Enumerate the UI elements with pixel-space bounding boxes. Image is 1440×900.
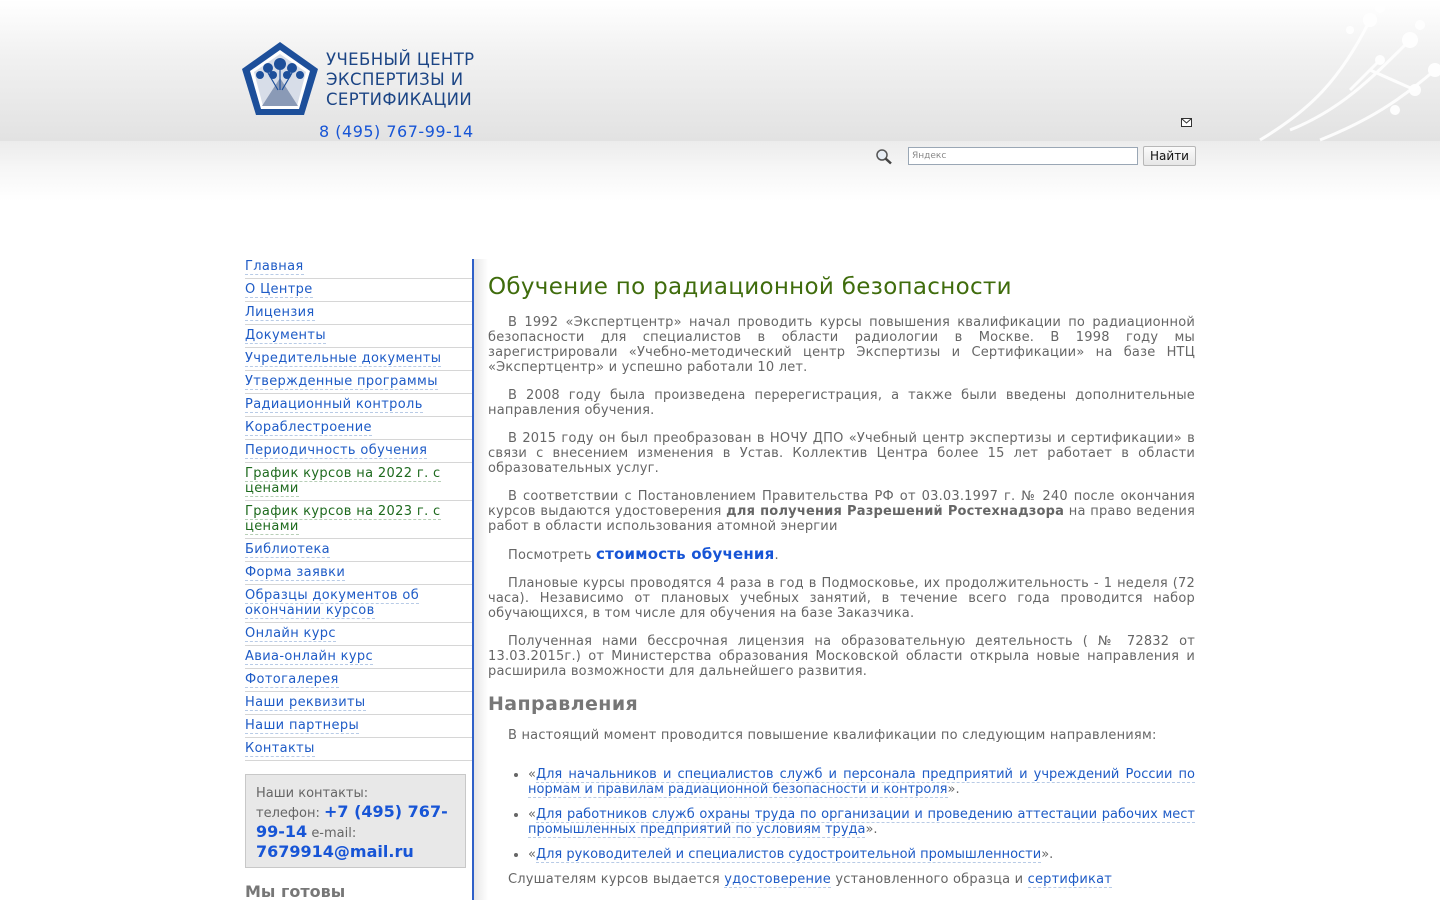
bold-text: для получения Разрешений Ростехнадзора — [726, 504, 1065, 519]
envelope-icon[interactable] — [1181, 118, 1192, 127]
paragraph-planned-courses: Плановые курсы проводятся 4 раза в год в Подмосковье, их продолжительность - 1 неделя (72 часа). Независимо от плановых учебных занятий, в течение всего года проводится набор обучающихся, в том числе для обучения на базе Заказчика. — [488, 576, 1195, 621]
paragraph-reregistration: В 2008 году была произведена перерегистрация, а также были введены дополнительные направления обучения. — [488, 388, 1195, 418]
directions-list — [488, 767, 1195, 862]
text-span: . — [774, 548, 779, 563]
nav-link-online-course[interactable]: Онлайн курс — [245, 626, 336, 641]
sidebar-nav — [245, 259, 472, 764]
sidebar-heading: Мы готовы — [245, 882, 346, 900]
magnifier-icon — [875, 148, 893, 165]
sidebar-item — [245, 282, 472, 302]
text-span: Слушателям курсов выдается — [508, 872, 725, 887]
nav-link-license[interactable]: Лицензия — [245, 305, 315, 320]
sidebar-item — [245, 397, 472, 417]
sidebar-item — [245, 565, 472, 585]
quote-open: « — [528, 847, 536, 862]
nav-link-photo-gallery[interactable]: Фотогалерея — [245, 672, 339, 687]
header-fade — [0, 141, 1440, 201]
nav-link-library[interactable]: Библиотека — [245, 542, 330, 557]
sidebar-item — [245, 420, 472, 440]
paragraph-directions-intro: В настоящий момент проводится повышение квалификации по следующим направлениям: — [508, 728, 1157, 743]
sidebar-item — [245, 649, 472, 669]
nav-link-documents[interactable]: Документы — [245, 328, 326, 343]
sidebar-item — [245, 259, 472, 279]
sidebar-item — [245, 626, 472, 646]
quote-close: ». — [947, 782, 960, 797]
sidebar-item — [245, 328, 472, 348]
molecule-decoration — [1250, 0, 1440, 160]
contacts-email[interactable]: 7679914@mail.ru — [256, 842, 414, 861]
sidebar-item — [245, 466, 472, 501]
main-content — [488, 274, 1195, 900]
header-phone: 8 (495) 767-99-14 — [319, 122, 474, 141]
sidebar-item — [245, 504, 472, 539]
text-span: В соответствии с Постановлением Правительства РФ от 03.03.1997 г. № 240 после окончания курсов выдаются удостоверения — [488, 489, 1195, 519]
quote-open: « — [528, 807, 536, 822]
sidebar-item — [245, 305, 472, 325]
header-background — [0, 0, 1440, 141]
nav-link-home[interactable]: Главная — [245, 259, 304, 274]
nav-link-founding-documents[interactable]: Учредительные документы — [245, 351, 442, 366]
sidebar-item — [245, 672, 472, 692]
nav-link-radiation-control[interactable]: Радиационный контроль — [245, 397, 423, 412]
sidebar-item — [245, 374, 472, 394]
nav-link-shipbuilding[interactable]: Кораблестроение — [245, 420, 372, 435]
logo-icon — [240, 40, 320, 117]
email-label: e-mail: — [311, 826, 357, 841]
contacts-details — [256, 803, 455, 863]
contacts-phone: +7 (495) 767-99-14 — [256, 802, 448, 841]
search-button[interactable]: Найти — [1143, 146, 1196, 166]
text-span: Посмотреть — [508, 548, 597, 563]
paragraph-history: В 1992 «Экспертцентр» начал проводить курсы повышения квалификации по радиационной безопасности для специалистов в области радиологии в Москве. В 1998 году мы зарегистрировали «Учебно-методический центр Экспертизы и Сертификации» на базе НТЦ «Экспертцентр» и успешно работали 10 лет. — [488, 315, 1195, 375]
nav-link-avia-online-course[interactable]: Авиа-онлайн курс — [245, 649, 374, 664]
quote-open: « — [528, 767, 536, 782]
sidebar-item — [245, 695, 472, 715]
certificate-link[interactable]: удостоверение — [724, 872, 831, 887]
sidebar-item — [245, 542, 472, 562]
page-title: Обучение по радиационной безопасности — [488, 274, 1012, 300]
sidebar-item — [245, 443, 472, 463]
nav-link-schedule-2023[interactable]: График курсов на 2023 г. с ценами — [245, 504, 441, 534]
direction-link-radiation[interactable]: Для начальников и специалистов служб и персонала предприятий и учреждений России по нормам и правилам радиационной безопасности и контроля — [528, 767, 1195, 797]
text-span: установленного образца и — [831, 872, 1028, 887]
sertificate-link[interactable]: сертификат — [1027, 872, 1113, 887]
nav-link-partners[interactable]: Наши партнеры — [245, 718, 360, 733]
quote-close: ». — [1041, 847, 1054, 862]
direction-link-shipbuilding[interactable]: Для руководителей и специалистов судостроительной промышленности — [535, 847, 1042, 862]
sidebar-item — [245, 588, 472, 623]
paragraph-price — [488, 547, 1195, 563]
paragraph-transformation: В 2015 году он был преобразован в НОЧУ ДПО «Учебный центр экспертизы и сертификации» в связи с внесением изменения в Устав. Коллектив Центра более 15 лет работает в области образовательных услуг. — [488, 431, 1195, 476]
list-item — [528, 767, 1195, 797]
column-divider-shadow — [474, 259, 488, 900]
contacts-box — [245, 774, 466, 868]
sidebar-item — [245, 351, 472, 371]
sidebar-item — [245, 741, 472, 761]
logo-line: СЕРТИФИКАЦИИ — [326, 90, 473, 109]
nav-link-approved-programs[interactable]: Утвержденные программы — [245, 374, 438, 389]
text-span: на право ведения работ в области использования атомной энергии — [488, 504, 1196, 534]
price-link[interactable]: стоимость обучения — [596, 545, 775, 563]
section-heading-directions: Направления — [488, 693, 639, 715]
nav-link-schedule-2022[interactable]: График курсов на 2022 г. с ценами — [245, 466, 441, 496]
direction-link-labor-safety[interactable]: Для работников служб охраны труда по организации и проведению аттестации рабочих мест промышленных предприятий по условиям труда — [528, 807, 1195, 837]
nav-link-requisites[interactable]: Наши реквизиты — [245, 695, 366, 710]
logo-line: УЧЕБНЫЙ ЦЕНТР — [326, 50, 475, 69]
paragraph-issued-documents — [488, 872, 1195, 887]
paragraph-license: Полученная нами бессрочная лицензия на образовательную деятельность ( № 72832 от 13.03.2015г.) от Министерства образования Московской области открыла новые направления и расширила возможности для дальнейшего развития. — [488, 634, 1195, 679]
paragraph-certificates — [488, 489, 1195, 534]
sidebar-item — [245, 718, 472, 738]
list-item — [528, 847, 1195, 862]
nav-link-contacts[interactable]: Контакты — [245, 741, 315, 756]
nav-link-application-form[interactable]: Форма заявки — [245, 565, 346, 580]
nav-link-periodicity[interactable]: Периодичность обучения — [245, 443, 428, 458]
nav-link-about[interactable]: О Центре — [245, 282, 313, 297]
contacts-title: Наши контакты: — [256, 786, 369, 801]
phone-label: телефон: — [256, 806, 320, 821]
logo-title — [326, 50, 486, 110]
search-input[interactable] — [908, 147, 1138, 165]
nav-link-document-samples[interactable]: Образцы документов об окончании курсов — [245, 588, 420, 618]
list-item — [528, 807, 1195, 837]
logo-line: ЭКСПЕРТИЗЫ И — [326, 70, 464, 89]
quote-close: ». — [865, 822, 878, 837]
